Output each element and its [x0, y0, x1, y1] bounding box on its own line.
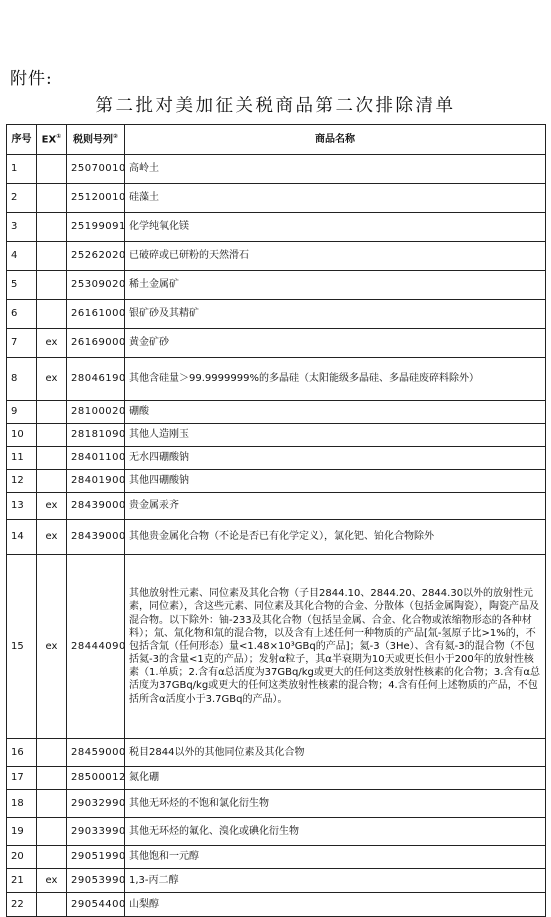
row-product-name: 其他饱和一元醇 — [125, 846, 546, 869]
row-ex-flag — [37, 893, 67, 917]
row-tariff-code: 29053990 — [67, 869, 125, 893]
row-product-name: 贵金属汞齐 — [125, 493, 546, 520]
table-row — [7, 358, 546, 401]
row-product-name: 1,3-丙二醇 — [125, 869, 546, 893]
row-tariff-code: 25199091 — [67, 213, 125, 242]
row-ex-flag — [37, 767, 67, 790]
row-tariff-code: 25262020 — [67, 242, 125, 271]
row-tariff-code: 28181090 — [67, 424, 125, 447]
row-product-name: 银矿砂及其精矿 — [125, 300, 546, 329]
table-row — [7, 424, 546, 447]
row-product-name: 其他贵金属化合物（不论是否已有化学定义），氯化钯、铂化合物除外 — [125, 520, 546, 555]
table-row — [7, 213, 546, 242]
row-ex-flag: ex — [37, 520, 67, 555]
row-ex-flag — [37, 300, 67, 329]
row-product-name: 其他放射性元素、同位素及其化合物（子目2844.10、2844.20、2844.30以外的放射性元素，同位素），含这些元素、同位素及其化合物的合金、分散体（包括金属陶瓷），陶瓷产品及混合物。以下除外：铀-233及其化合物（包括呈金属、合金、化合物或浓缩物形态的各种材料）；氚、氚化物和氚的混合物，以及含有上述任何一种物质的产品[氚-氢原子比>1%的，不包括含氚（任何形态）量<1.48×10³GBq的产品]；氦-3（3He）、含有氦-3的混合物（不包括氦-3的含量<1克的产品）；发射α粒子，其α半衰期为10天或更长但小于200年的放射性核素（1.单质；2.含有α总活度为37GBq/kg或更大的任何这类放射性核素的化合物；3.含有α总活度为37GBq/kg或更大的任何这类放射性核素的混合物；4.含有任何上述物质的产品，不包括所含α活度小于3.7GBq的产品）。 — [125, 555, 546, 739]
ex-footnote-mark: ① — [56, 132, 62, 140]
row-tariff-code: 28401100 — [67, 447, 125, 470]
row-tariff-code: 25070010 — [67, 155, 125, 184]
row-product-name: 稀土金属矿 — [125, 271, 546, 300]
table-row — [7, 329, 546, 358]
row-tariff-code: 28439000 — [67, 520, 125, 555]
row-ex-flag — [37, 470, 67, 493]
table-row — [7, 271, 546, 300]
row-number: 12 — [7, 470, 37, 493]
row-number: 2 — [7, 184, 37, 213]
table-row — [7, 493, 546, 520]
row-number: 14 — [7, 520, 37, 555]
row-number: 3 — [7, 213, 37, 242]
row-tariff-code: 28459000 — [67, 739, 125, 767]
row-ex-flag: ex — [37, 869, 67, 893]
row-product-name: 税目2844以外的其他同位素及其化合物 — [125, 739, 546, 767]
row-product-name: 其他含硅量＞99.9999999%的多晶硅（太阳能级多晶硅、多晶硅废碎料除外） — [125, 358, 546, 401]
row-product-name: 其他无环烃的不饱和氯化衍生物 — [125, 790, 546, 818]
row-product-name: 硅藻土 — [125, 184, 546, 213]
row-ex-flag — [37, 213, 67, 242]
row-ex-flag — [37, 790, 67, 818]
row-number: 8 — [7, 358, 37, 401]
row-tariff-code: 28046190 — [67, 358, 125, 401]
row-tariff-code: 28401900 — [67, 470, 125, 493]
row-product-name: 其他四硼酸钠 — [125, 470, 546, 493]
table-row — [7, 242, 546, 271]
row-product-name: 黄金矿砂 — [125, 329, 546, 358]
exclusion-list-table — [6, 124, 546, 917]
row-tariff-code: 28100020 — [67, 401, 125, 424]
row-ex-flag — [37, 184, 67, 213]
table-row — [7, 520, 546, 555]
row-tariff-code: 26169000 — [67, 329, 125, 358]
table-row — [7, 447, 546, 470]
row-ex-flag: ex — [37, 493, 67, 520]
row-ex-flag — [37, 739, 67, 767]
row-number: 9 — [7, 401, 37, 424]
table-row — [7, 555, 546, 739]
table-header-row — [7, 125, 546, 155]
row-ex-flag — [37, 818, 67, 846]
header-no: 序号 — [7, 125, 37, 155]
row-product-name: 氮化硼 — [125, 767, 546, 790]
row-ex-flag — [37, 271, 67, 300]
row-number: 11 — [7, 447, 37, 470]
document-title: 第二批对美加征关税商品第二次排除清单 — [95, 96, 456, 116]
row-number: 20 — [7, 846, 37, 869]
row-tariff-code: 29033990 — [67, 818, 125, 846]
header-code: 税则号列② — [67, 125, 125, 155]
row-product-name: 无水四硼酸钠 — [125, 447, 546, 470]
row-number: 6 — [7, 300, 37, 329]
row-number: 5 — [7, 271, 37, 300]
row-ex-flag — [37, 846, 67, 869]
row-tariff-code: 25309020 — [67, 271, 125, 300]
table-body — [7, 155, 546, 917]
attachment-label: 附件: — [10, 69, 53, 89]
row-number: 16 — [7, 739, 37, 767]
row-ex-flag — [37, 242, 67, 271]
row-number: 19 — [7, 818, 37, 846]
row-product-name: 山梨醇 — [125, 893, 546, 917]
row-tariff-code: 28500012 — [67, 767, 125, 790]
row-product-name: 其他人造刚玉 — [125, 424, 546, 447]
table-row — [7, 818, 546, 846]
row-number: 4 — [7, 242, 37, 271]
table-row — [7, 300, 546, 329]
row-number: 17 — [7, 767, 37, 790]
table-row — [7, 869, 546, 893]
row-number: 7 — [7, 329, 37, 358]
code-footnote-mark: ② — [112, 132, 119, 140]
row-number: 15 — [7, 555, 37, 739]
row-product-name: 其他无环烃的氟化、溴化或碘化衍生物 — [125, 818, 546, 846]
row-number: 18 — [7, 790, 37, 818]
row-number: 21 — [7, 869, 37, 893]
row-tariff-code: 26161000 — [67, 300, 125, 329]
row-number: 13 — [7, 493, 37, 520]
table-row — [7, 401, 546, 424]
table-row — [7, 470, 546, 493]
header-ex: EX① — [37, 125, 67, 155]
row-product-name: 硼酸 — [125, 401, 546, 424]
row-product-name: 高岭土 — [125, 155, 546, 184]
header-name: 商品名称 — [125, 125, 546, 155]
row-product-name: 已破碎或已研粉的天然滑石 — [125, 242, 546, 271]
row-ex-flag — [37, 424, 67, 447]
row-tariff-code: 25120010 — [67, 184, 125, 213]
row-tariff-code: 29054400 — [67, 893, 125, 917]
row-number: 1 — [7, 155, 37, 184]
table-row — [7, 767, 546, 790]
table-row — [7, 790, 546, 818]
row-number: 22 — [7, 893, 37, 917]
table-row — [7, 184, 546, 213]
row-number: 10 — [7, 424, 37, 447]
row-ex-flag — [37, 447, 67, 470]
row-ex-flag: ex — [37, 358, 67, 401]
row-ex-flag — [37, 401, 67, 424]
row-tariff-code: 28444090 — [67, 555, 125, 739]
table-row — [7, 155, 546, 184]
row-tariff-code: 28439000 — [67, 493, 125, 520]
table-row — [7, 739, 546, 767]
row-ex-flag — [37, 155, 67, 184]
table-row — [7, 846, 546, 869]
row-ex-flag: ex — [37, 329, 67, 358]
row-ex-flag: ex — [37, 555, 67, 739]
row-product-name: 化学纯氧化镁 — [125, 213, 546, 242]
row-tariff-code: 29032990 — [67, 790, 125, 818]
table-row — [7, 893, 546, 917]
row-tariff-code: 29051990 — [67, 846, 125, 869]
